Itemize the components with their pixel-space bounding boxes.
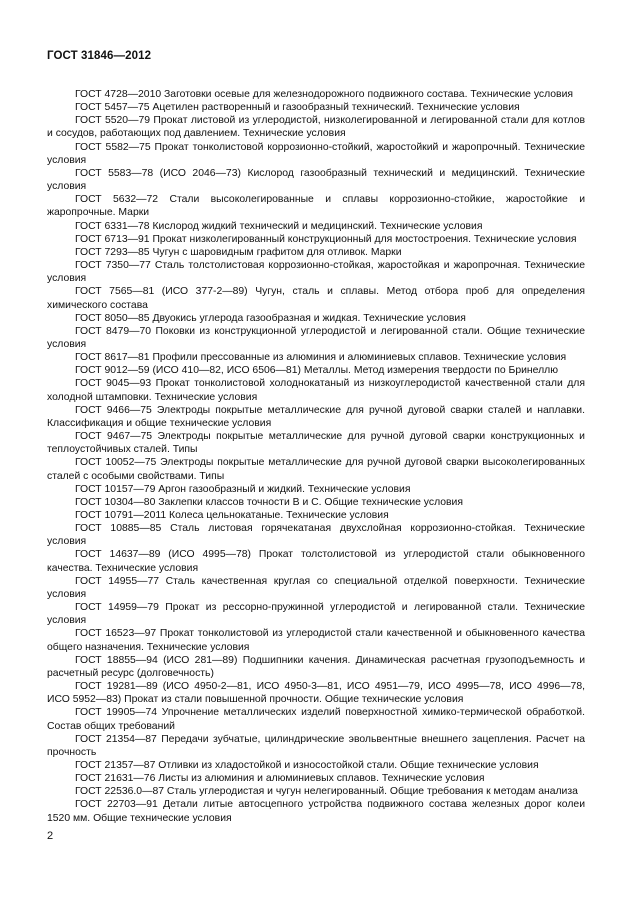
reference-entry: ГОСТ 8479—70 Поковки из конструкционной углеродистой и легированной стали. Общие технические условия: [47, 325, 585, 350]
reference-entry: ГОСТ 4728—2010 Заготовки осевые для железнодорожного подвижного состава. Технические условия: [75, 89, 574, 100]
reference-entry: ГОСТ 10052—75 Электроды покрытые металлические для ручной дуговой сварки высоколегированных сталей с особыми свойствами. Типы: [47, 457, 585, 482]
reference-entry: ГОСТ 19281—89 (ИСО 4950-2—81, ИСО 4950-3—81, ИСО 4951—79, ИСО 4995—78, ИСО 4996—78, ИСО 5952—83) Прокат из стали повышенной прочности. Общие технические условия: [47, 681, 585, 706]
reference-entry: ГОСТ 7293—85 Чугун с шаровидным графитом для отливок. Марки: [75, 246, 402, 258]
page-header-title: ГОСТ 31846—2012: [47, 50, 152, 62]
reference-entry: ГОСТ 6331—78 Кислород жидкий технический и медицинский. Технические условия: [75, 220, 483, 232]
reference-entry: ГОСТ 21357—87 Отливки из хладостойкой и износостойкой стали. Общие технические условия: [75, 759, 539, 771]
reference-entry: ГОСТ 9012—59 (ИСО 410—82, ИСО 6506—81) Металлы. Метод измерения твердости по Бринеллю: [75, 365, 559, 377]
reference-entry: ГОСТ 18855—94 (ИСО 281—89) Подшипники качения. Динамическая расчетная грузоподъемность и расчетный ресурс (долговечность): [47, 654, 585, 679]
reference-entry: ГОСТ 5583—78 (ИСО 2046—73) Кислород газообразный технический и медицинский. Технические условия: [47, 167, 585, 193]
reference-entry: ГОСТ 5457—75 Ацетилен растворенный и газообразный технический. Технические условия: [75, 102, 520, 114]
reference-entry: ГОСТ 8050—85 Двуокись углерода газообразная и жидкая. Технические условия: [75, 312, 466, 324]
reference-entry: ГОСТ 9466—75 Электроды покрытые металлические для ручной дуговой сварки сталей и наплавки. Классификация и общие технические условия: [47, 404, 585, 429]
reference-entry: ГОСТ 8617—81 Профили прессованные из алюминия и алюминиевых сплавов. Технические условия: [75, 352, 567, 364]
reference-entry: ГОСТ 9467—75 Электроды покрытые металлические для ручной дуговой сварки конструкционных и теплоустойчивых сталей. Типы: [47, 431, 585, 456]
reference-entry: ГОСТ 5632—72 Стали высоколегированные и сплавы коррозионно-стойкие, жаростойкие и жаропрочные. Марки: [47, 194, 585, 219]
page-number: 2: [47, 830, 54, 842]
normative-references-list: [47, 88, 585, 825]
reference-entry: ГОСТ 7350—77 Сталь толстолистовая коррозионно-стойкая, жаростойкая и жаропрочная. Технические условия: [47, 260, 585, 285]
reference-entry: ГОСТ 10157—79 Аргон газообразный и жидкий. Технические условия: [75, 483, 411, 495]
reference-entry: ГОСТ 14637—89 (ИСО 4995—78) Прокат толстолистовой из углеродистой стали обыкновенного качества. Технические условия: [47, 549, 585, 574]
reference-entry: ГОСТ 19905—74 Упрочнение металлических изделий поверхностной химико-термической обработкой. Состав общих требований: [47, 707, 585, 732]
reference-entry: ГОСТ 16523—97 Прокат тонколистовой из углеродистой стали качественной и обыкновенного качества общего назначения. Технические условия: [47, 628, 585, 653]
reference-entry: ГОСТ 10885—85 Сталь листовая горячекатаная двухслойная коррозионно-стойкая. Технические условия: [47, 523, 585, 548]
reference-entry: ГОСТ 10304—80 Заклепки классов точности В и С. Общие технические условия: [75, 496, 463, 508]
reference-entry: ГОСТ 21631—76 Листы из алюминия и алюминиевых сплавов. Технические условия: [75, 773, 485, 785]
reference-entry: ГОСТ 9045—93 Прокат тонколистовой холоднокатаный из низкоуглеродистой качественной стали для холодной штамповки. Технические условия: [47, 378, 585, 403]
reference-entry: ГОСТ 5520—79 Прокат листовой из углеродистой, низколегированной и легированной стали для котлов и сосудов, работающих под давлением. Технические условия: [47, 115, 585, 140]
reference-entry: ГОСТ 14959—79 Прокат из рессорно-пружинной углеродистой и легированной стали. Технические условия: [47, 602, 585, 627]
reference-entry: ГОСТ 7565—81 (ИСО 377-2—89) Чугун, сталь и сплавы. Метод отбора проб для определения химического состава: [47, 286, 585, 311]
reference-entry: ГОСТ 21354—87 Передачи зубчатые, цилиндрические эвольвентные внешнего зацепления. Расчет на прочность: [47, 733, 585, 758]
reference-entry: ГОСТ 10791—2011 Колеса цельнокатаные. Технические условия: [75, 510, 389, 521]
reference-entry: ГОСТ 22703—91 Детали литые автосцепного устройства подвижного состава железных дорог колеи 1520 мм. Общие технические условия: [47, 799, 585, 824]
reference-entry: ГОСТ 6713—91 Прокат низколегированный конструкционный для мостостроения. Технические условия: [75, 233, 577, 245]
reference-entry: ГОСТ 5582—75 Прокат тонколистовой коррозионно-стойкий, жаростойкий и жаропрочный. Технические условия: [47, 141, 585, 166]
reference-entry: ГОСТ 14955—77 Сталь качественная круглая со специальной отделкой поверхности. Технические условия: [47, 575, 585, 600]
reference-entry: ГОСТ 22536.0—87 Сталь углеродистая и чугун нелегированный. Общие требования к методам анализа: [75, 786, 578, 798]
